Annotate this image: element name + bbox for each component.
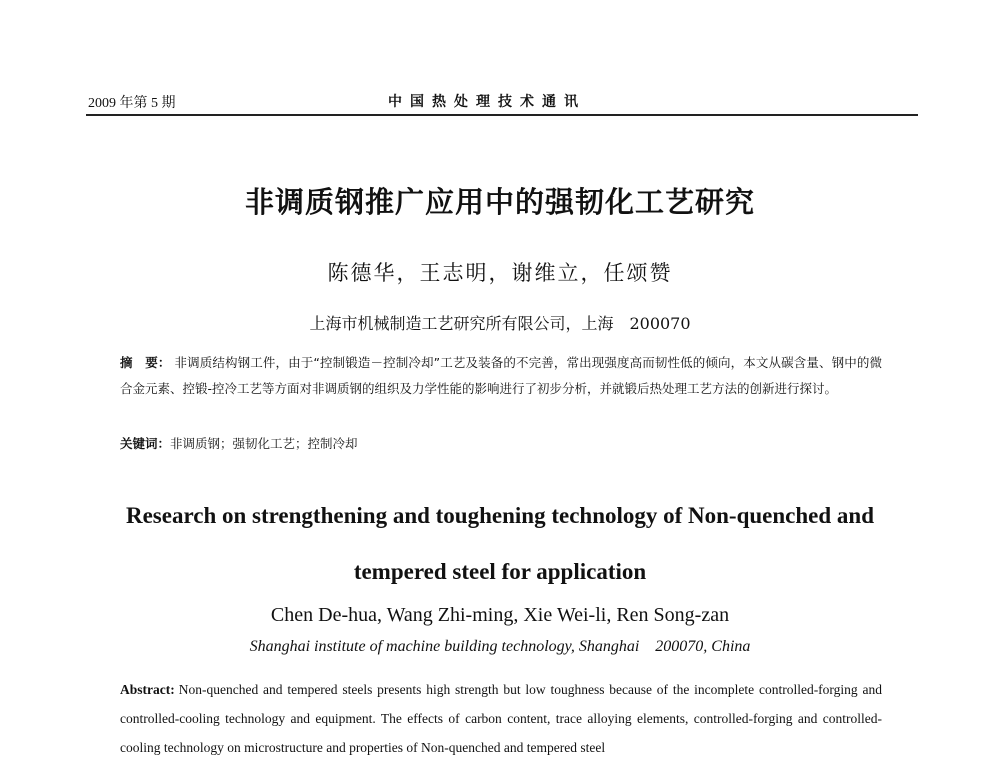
issue-number: 2009 年第 5 期 <box>88 96 176 111</box>
affiliation-cn: 上海市机械制造工艺研究所有限公司，上海 200070 <box>309 314 691 333</box>
abstract-cn-text: 非调质结构钢工件，由于“控制锻造－控制冷却”工艺及装备的不完善，常出现强度高而韧性低的倾向，本文从碳含量、钢中的微合金元素、控锻-控冷工艺等方面对非调质钢的组织及力学性能的影响进行了初步分析，并就锻后热处理工艺方法的创新进行探讨。 <box>120 355 882 396</box>
affiliation-en: Shanghai institute of machine building technology, Shanghai 200070, China <box>249 638 751 655</box>
journal-name: 中国热处理技术通讯 <box>388 94 586 110</box>
authors-cn: 陈德华，王志明，谢维立，任颂赞 <box>327 261 673 285</box>
abstract-cn <box>120 350 882 402</box>
abstract-en-text: Non-quenched and tempered steels presents high strength but low toughness because of the incomplete controlled-forging and controlled-cooling technology and equipment. The effects of carbon content, trace alloying elements, controlled-forging and controlled-cooling technology on microstructure and properties of Non-quenched and tempered steel <box>120 682 882 755</box>
abstract-cn-label: 摘 要： <box>120 355 171 370</box>
running-header <box>86 90 918 116</box>
keywords-cn-label: 关键词： <box>120 436 171 451</box>
keywords-cn-text: 非调质钢；强韧化工艺；控制冷却 <box>170 436 358 451</box>
abstract-en-label: Abstract: <box>120 682 175 697</box>
keywords-cn <box>120 434 882 452</box>
authors-en: Chen De-hua, Wang Zhi-ming, Xie Wei-li, Ren Song-zan <box>270 604 730 626</box>
abstract-en <box>120 675 882 762</box>
paper-title-en: Research on strengthening and toughening technology of Non-quenched and tempered steel for application <box>125 503 875 584</box>
paper-title-cn: 非调质钢推广应用中的强韧化工艺研究 <box>244 185 755 219</box>
